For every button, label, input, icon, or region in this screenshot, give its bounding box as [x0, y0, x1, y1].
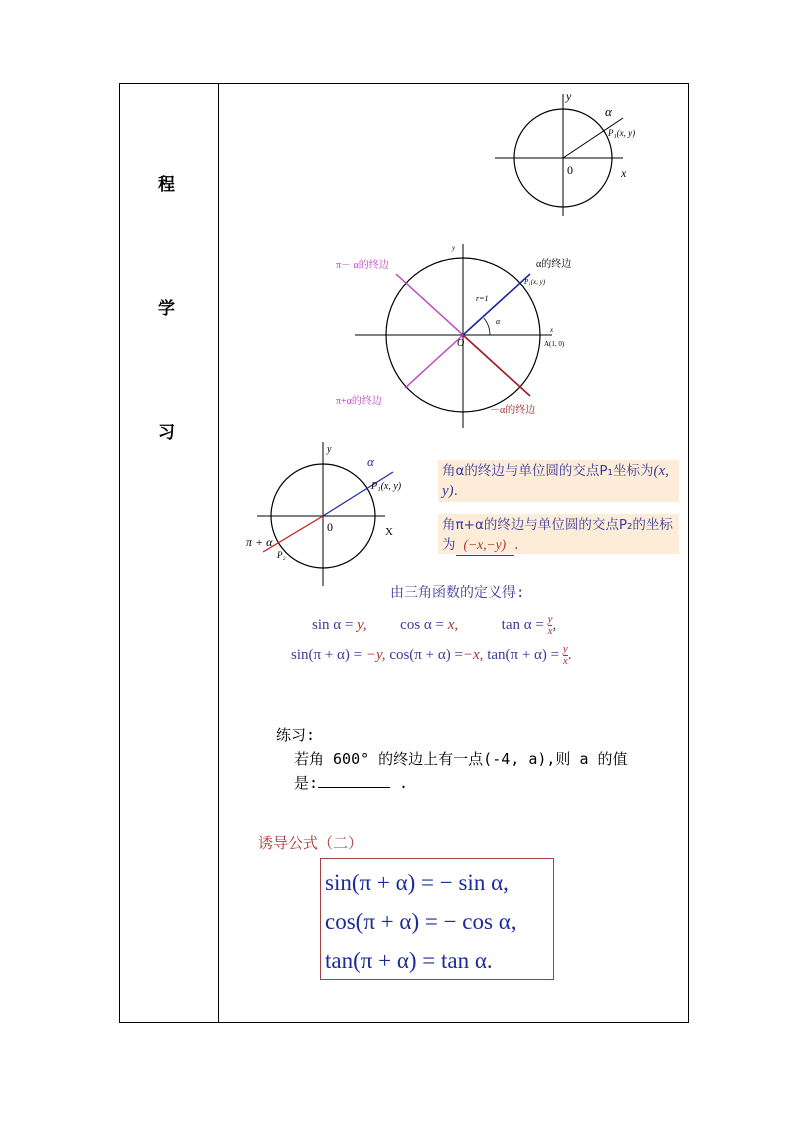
origin-label: 0 — [567, 163, 573, 177]
formula-row-1: sin α = y, cos α = x, tan α = $\frac{y}{x}$ , — [312, 613, 557, 637]
alpha-arc — [484, 318, 490, 335]
x-label: x — [550, 326, 554, 334]
induction-formula-cos: cos(π + α) = − cos α, — [325, 909, 517, 934]
x-label: x — [621, 166, 627, 180]
terminal-side — [563, 118, 623, 158]
alpha-terminal-side — [323, 472, 393, 516]
alpha-label: α — [496, 317, 501, 326]
side-label-xue: 学 — [158, 299, 175, 319]
neg-alpha-label: －α的终边 — [490, 405, 536, 416]
y-label: y — [452, 244, 456, 252]
side-label-cheng: 程 — [158, 175, 175, 195]
A-label: A(1, 0) — [544, 340, 565, 348]
practice-title: 练习: — [276, 726, 316, 744]
formula-row-2: sin(π + α) = −y, cos(π + α) =−x, tan(π + α) = $\frac{y}{x}$ . — [291, 643, 572, 667]
induction-formula-tan: tan(π + α) = tan α. — [325, 948, 493, 973]
unit-circle-figure-1 — [495, 88, 645, 220]
intersection-note-1: 角α的终边与单位圆的交点P₁坐标为(x, y). — [438, 460, 679, 502]
definition-heading: 由三角函数的定义得: — [390, 585, 525, 601]
alpha-label: α — [367, 454, 374, 469]
point-label: P₁(x, y) — [524, 278, 546, 286]
radius-label: r=1 — [476, 294, 489, 303]
p2-label: P₂ — [277, 550, 286, 560]
unit-circle-figure-3 — [243, 440, 403, 588]
pi-plus-label: π+α的终边 — [336, 396, 382, 407]
point-label: P₁(x, y) — [608, 128, 636, 138]
induction-title: 诱导公式（二） — [258, 834, 364, 852]
column-divider — [218, 83, 219, 1023]
p1-label: P₁(x, y) — [371, 481, 402, 492]
pi-plus-alpha-label: π + α — [246, 535, 273, 549]
neg-alpha-side — [463, 335, 530, 396]
side-label-xi: 习 — [158, 423, 175, 443]
y-label: y — [327, 444, 332, 455]
unit-circle-figure-2 — [330, 238, 590, 430]
practice-question: 若角 600° 的终边上有一点(-4, a),则 a 的值 — [294, 750, 628, 768]
practice-answer-line: 是: . — [294, 774, 409, 792]
answer-blank[interactable] — [318, 787, 390, 788]
induction-formula-sin: sin(π + α) = − sin α, — [325, 870, 509, 895]
intersection-note-2: 角π+α的终边与单位圆的交点P₂的坐标为 (−x,−y) . — [438, 514, 679, 554]
alpha-label: α — [605, 104, 612, 119]
alpha-side-label: α的终边 — [536, 259, 572, 270]
origin-label: 0 — [327, 520, 333, 534]
x-label: X — [385, 526, 393, 538]
pi-minus-label: π－ α的终边 — [336, 260, 389, 271]
origin-label: O — [457, 338, 465, 349]
y-label: y — [566, 89, 572, 103]
induction-formula-box — [320, 858, 554, 980]
pi-plus-alpha-side — [405, 335, 463, 388]
